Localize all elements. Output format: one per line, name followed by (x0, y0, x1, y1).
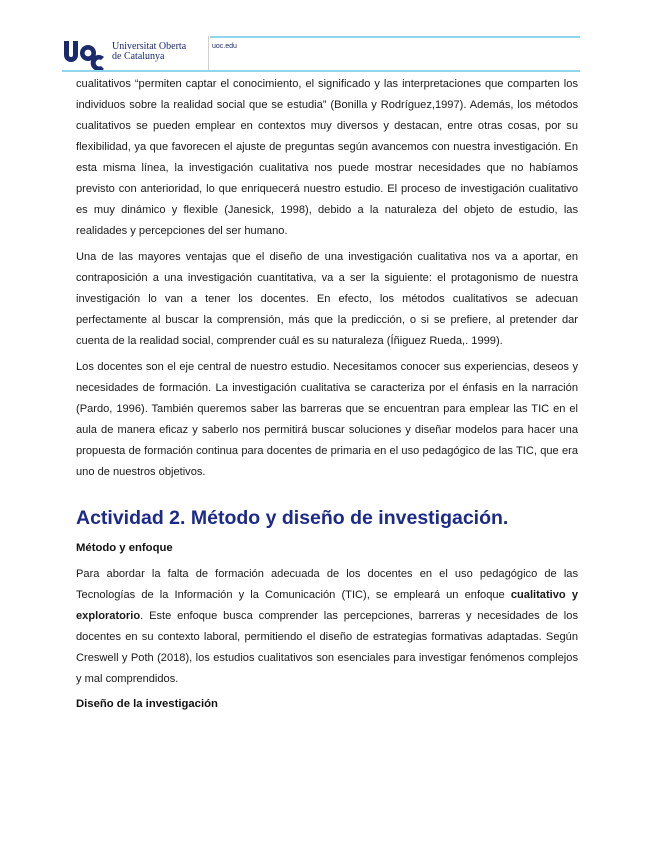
paragraph-4-part1: Para abordar la falta de formación adecuada de los docentes en el uso pedagógico de las Tecnologías de la Información y la Comunicación (TIC), se empleará un enfoque (76, 568, 578, 601)
paragraph-4-bold: cualitativo y exploratorio (76, 589, 578, 622)
paragraph-4-part2: . Este enfoque busca comprender las percepciones, barreras y necesidades de los docentes en su contexto laboral, permitiendo el diseño de estrategias formativas adaptadas. Según Creswell y Poth (2018), los estudios cualitativos son esenciales para investigar fenómenos complejos y mal comprendidos. (76, 610, 578, 685)
header-domain: uoc.edu (212, 43, 237, 50)
subheading-method: Método y enfoque (76, 542, 173, 554)
subheading-design: Diseño de la investigación (76, 698, 218, 710)
header-separator (208, 36, 209, 72)
page-header (62, 36, 580, 72)
document-body (76, 74, 578, 720)
header-bottom-rule (62, 70, 580, 72)
uoc-logo-icon (62, 38, 108, 70)
paragraph-2: Una de las mayores ventajas que el diseño de una investigación cualitativa nos va a aportar, en contraposición a una investigación cuantitativa, va a ser la siguiente: el protagonismo de nuestra investigación lo van a tener los docentes. En efecto, los métodos cualitativos se adecuan perfectamente al buscar la comprensión, más que la predicción, o si se prefiere, al pretender dar cuenta de la realidad social, comprender cuál es su naturaleza (Íñiguez Rueda,. 1999). (76, 251, 578, 347)
university-name-line2: de Catalunya (112, 51, 165, 62)
paragraph-1: cualitativos “permiten captar el conocimiento, el significado y las interpretaciones que comparten los individuos sobre la realidad social que se estudia” (Bonilla y Rodríguez,1997). Además, los métodos cualitativos se pueden emplear en contextos muy diversos y destacan, entre otras cosas, por su flexibilidad, ya que favorecen el ajuste de preguntas según avancemos con nuestra investigación. En esta misma línea, la investigación cualitativa nos puede mostrar necesidades que no habíamos previsto con anterioridad, lo que enriquecerá nuestro estudio. El proceso de investigación cualitativo es muy dinámico y flexible (Janesick, 1998), debido a la naturaleza del objeto de estudio, las realidades y percepciones del ser humano. (76, 78, 578, 237)
university-name (112, 42, 186, 62)
section-title: Actividad 2. Método y diseño de investigación. (76, 507, 509, 529)
paragraph-3: Los docentes son el eje central de nuestro estudio. Necesitamos conocer sus experiencias, deseos y necesidades de formación. La investigación cualitativa se caracteriza por el énfasis en la narración (Pardo, 1996). También queremos saber las barreras que se encuentran para emplear las TIC en el aula de manera eficaz y saberlo nos permitirá buscar soluciones y diseñar modelos para hacer una propuesta de formación continua para docentes de primaria en el uso pedagógico de las TIC, que era uno de nuestros objetivos. (76, 361, 578, 478)
header-top-rule (210, 36, 580, 38)
university-name-line1: Universitat Oberta (112, 41, 187, 52)
paragraph-4 (76, 564, 578, 690)
